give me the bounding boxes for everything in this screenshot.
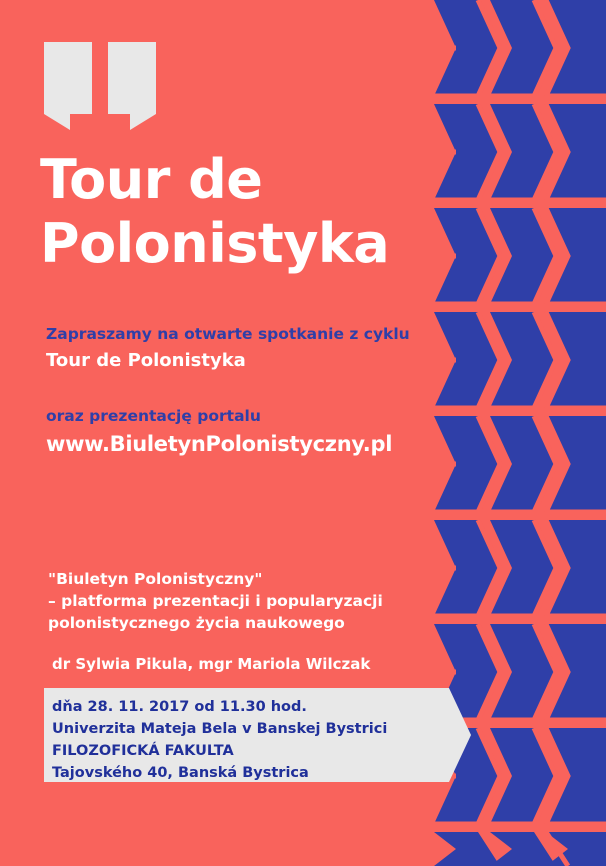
authors-line: dr Sylwia Pikula, mgr Mariola Wilczak — [52, 655, 371, 673]
portal-url[interactable]: www.BiuletynPolonistyczny.pl — [46, 431, 393, 456]
invitation-series-name: Tour de Polonistyka — [46, 349, 246, 371]
description-line-1: "Biuletyn Polonistyczny" — [48, 570, 263, 588]
invitation-portal-intro: oraz prezentację portalu — [46, 407, 261, 426]
invitation-block — [46, 325, 466, 457]
venue-datetime: dňa 28. 11. 2017 od 11.30 hod. — [52, 699, 307, 715]
description-block — [48, 568, 448, 634]
title-line-1: Tour de — [40, 148, 263, 211]
venue-address: Tajovského 40, Banská Bystrica — [52, 765, 309, 782]
title-line-2: Polonistyka — [40, 211, 390, 275]
description-line-2: – platforma prezentacji i popularyzacji — [48, 592, 383, 610]
description-line-3: polonistycznego życia naukowego — [48, 614, 345, 632]
venue-banner-arrow — [449, 688, 471, 782]
page-title — [40, 148, 440, 275]
open-book-logo — [44, 42, 156, 132]
venue-faculty: FILOZOFICKÁ FAKULTA — [52, 743, 234, 760]
invitation-intro: Zapraszamy na otwarte spotkanie z cyklu — [46, 325, 410, 343]
venue-university: Univerzita Mateja Bela v Banskej Bystrici — [52, 721, 388, 738]
venue-details — [52, 696, 452, 784]
